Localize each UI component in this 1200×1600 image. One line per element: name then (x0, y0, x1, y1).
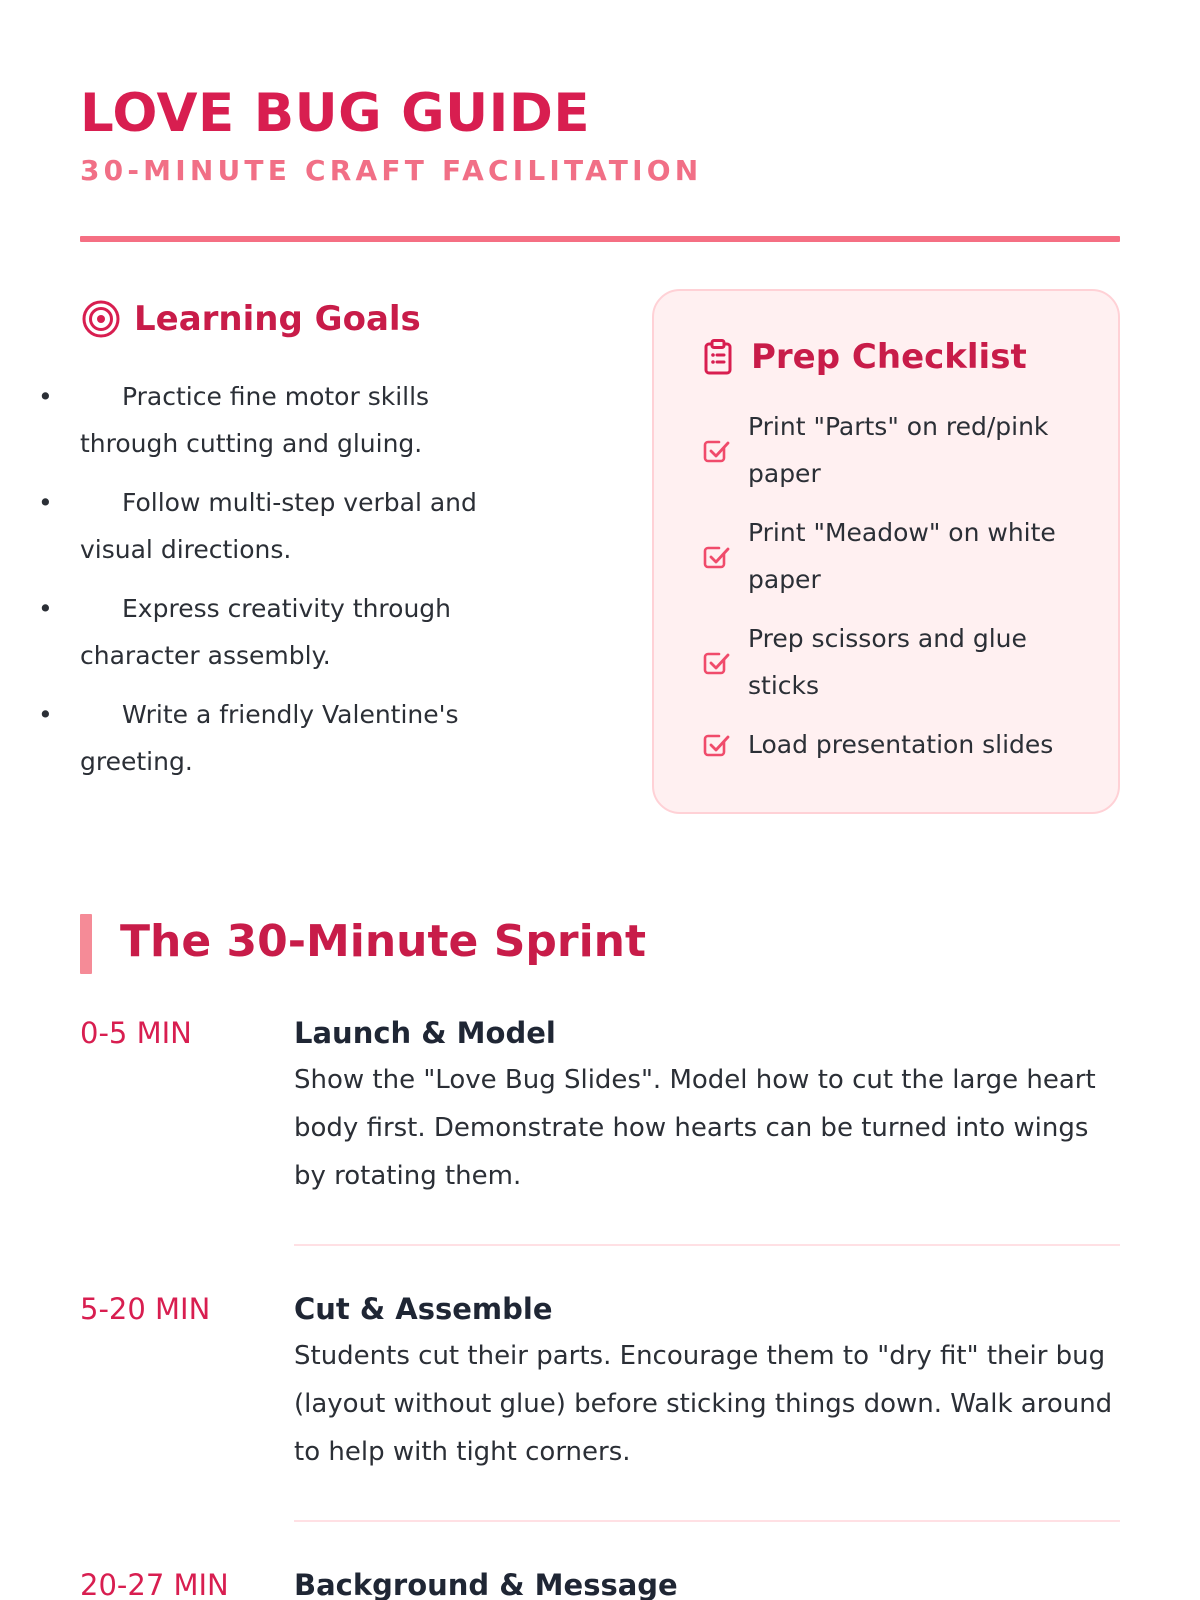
sprint-step-row (80, 1288, 1120, 1564)
overview-section (80, 292, 1120, 832)
prep-checklist-card (652, 289, 1120, 814)
checklist-item-label: Print "Parts" on red/pink paper (748, 412, 1049, 488)
checkbox-checked-icon[interactable] (697, 537, 735, 575)
learning-goal-text: Write a friendly Valentine's greeting. (80, 700, 459, 776)
header-divider (80, 236, 1120, 242)
sprint-step-description: Students cut their parts. Encourage them to "dry fit" their bug (layout without glue) before sticking things down. Walk around to help with tight corners. (294, 1341, 1113, 1467)
learning-goal-item (80, 479, 535, 573)
sprint-step-time: 20-27 MIN (80, 1568, 229, 1600)
checkbox-checked-icon[interactable] (697, 431, 735, 469)
learning-goals-heading (80, 298, 535, 340)
learning-goals-title: Learning Goals (134, 299, 421, 339)
checklist-item[interactable] (697, 614, 1076, 710)
learning-goals-list (80, 373, 535, 785)
sprint-step-time: 0-5 MIN (80, 1016, 192, 1050)
learning-goal-text: Follow multi-step verbal and visual directions. (80, 488, 477, 564)
page-subtitle: 30-MINUTE CRAFT FACILITATION (80, 154, 703, 187)
checklist-item-label: Load presentation slides (748, 729, 1054, 759)
learning-goal-text: Practice fine motor skills through cutting and gluing. (80, 382, 430, 458)
sprint-step-row (80, 1564, 1120, 1600)
sprint-step-description: Show the "Love Bug Slides". Model how to cut the large heart body first. Demonstrate how hearts can be turned into wings by rotating them. (294, 1065, 1096, 1191)
prep-checklist-title: Prep Checklist (751, 337, 1027, 377)
prep-checklist-heading (697, 336, 1076, 378)
guide-header (80, 82, 1120, 242)
sprint-step-heading: Cut & Assemble (294, 1292, 553, 1326)
sprint-step-heading: Launch & Model (294, 1016, 556, 1050)
sprint-step-heading: Background & Message (294, 1568, 678, 1600)
prep-checklist-list (697, 402, 1076, 768)
sprint-section (80, 914, 1120, 1600)
sprint-step-list (80, 1012, 1120, 1600)
learning-goals-section (80, 292, 535, 832)
checklist-item[interactable] (697, 508, 1076, 604)
checklist-item[interactable] (697, 720, 1076, 768)
checklist-item-label: Print "Meadow" on white paper (748, 518, 1056, 594)
learning-goal-item (80, 373, 535, 467)
target-icon (80, 298, 122, 340)
page-title: LOVE BUG GUIDE (80, 83, 591, 144)
learning-goal-text: Express creativity through character assembly. (80, 594, 452, 670)
checklist-item-label: Prep scissors and glue sticks (748, 624, 1027, 700)
checkbox-checked-icon[interactable] (697, 643, 735, 681)
sprint-title: The 30-Minute Sprint (80, 914, 1120, 970)
sprint-step-body (294, 1012, 1120, 1246)
sprint-step-row (80, 1012, 1120, 1288)
checkbox-checked-icon[interactable] (697, 725, 735, 763)
checklist-item[interactable] (697, 402, 1076, 498)
clipboard-icon (697, 336, 739, 378)
learning-goal-item (80, 585, 535, 679)
sprint-step-body (294, 1564, 1120, 1600)
sprint-step-body (294, 1288, 1120, 1522)
learning-goal-item (80, 691, 535, 785)
sprint-step-time: 5-20 MIN (80, 1292, 211, 1326)
